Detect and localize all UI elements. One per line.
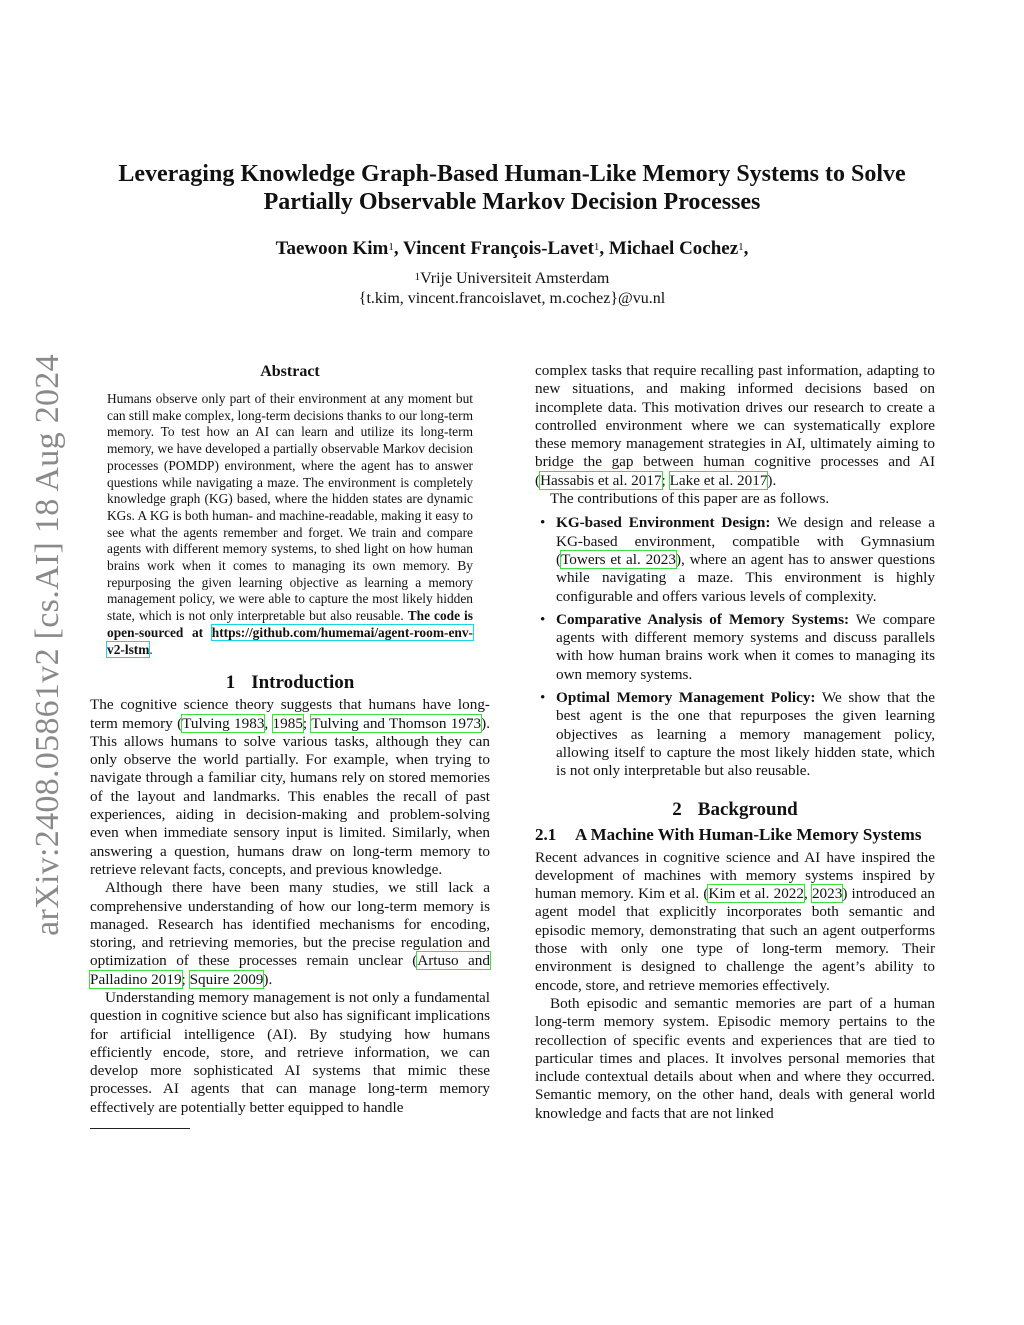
text: We show that the best agent is the one that repurposes the given learning objectives as learning a memory management policy, allowing itself to capture the most likely hidden state, which is not only interpretable but also reusable. — [556, 689, 935, 780]
text: , — [264, 714, 273, 732]
citation-hassabis-2017[interactable]: Hassabis et al. 2017 — [540, 471, 662, 489]
text: ; — [661, 471, 670, 489]
author-list: Taewoon Kim$^1$, Vincent François-Lavet$^1$, Michael Cochez$^1$, — [275, 238, 749, 259]
text: ; — [302, 714, 312, 732]
text: ), where an agent has to answer questions while navigating a maze. This environment is highly configurable and offers various levels of complexity. — [556, 550, 935, 605]
citation-lake-2017[interactable]: Lake et al. 2017 — [669, 471, 768, 489]
paper-title — [100, 160, 924, 216]
citation-tulving-thomson-1973[interactable]: Tulving and Thomson 1973 — [311, 714, 482, 732]
text: Although there have been many studies, we still lack a comprehensive understanding of how our long-term memory is managed. Research has identified mechanisms for encoding, storing, and retrieving memories, but the precise regulation and optimization of these processes remain unclear ( — [90, 879, 490, 970]
affiliation — [100, 269, 924, 289]
code-repository-link[interactable]: https://github.com/humemai/agent-room-env-v2-lstm — [107, 624, 473, 657]
title-line-2: Partially Observable Markov Decision Processes — [263, 189, 761, 215]
citation-artuso-palladino-2019[interactable]: Artuso and Palladino 2019 — [90, 952, 490, 988]
right-column — [535, 362, 935, 1123]
text: , — [803, 885, 812, 903]
author-1-affil-mark: 1 — [388, 241, 394, 253]
abstract-period: . — [149, 641, 153, 657]
author-2-affil-mark: 1 — [593, 241, 600, 253]
intro-paragraph-1 — [90, 696, 490, 879]
subsection-title: A Machine With Human-Like Memory Systems — [575, 824, 922, 844]
subsection-heading — [535, 825, 935, 845]
citation-kim-2022[interactable]: Kim et al. 2022 — [708, 885, 804, 903]
title-line-1: Leveraging Knowledge Graph-Based Human-Like Memory Systems to Solve — [118, 161, 906, 187]
left-column — [90, 362, 490, 1129]
text: ; — [181, 970, 190, 988]
contribution-item — [535, 514, 935, 605]
citation-tulving-1983[interactable]: Tulving 1983 — [182, 714, 265, 732]
text: We compare agents with different memory systems and discuss parallels with how human brains work when it comes to managing its own memory systems. — [556, 610, 935, 683]
affiliation-mark: 1 — [414, 271, 421, 283]
contribution-item — [535, 689, 935, 780]
intro-paragraph-2 — [90, 879, 490, 989]
text: complex tasks that require recalling past information, adapting to new situations, and making informed decisions based on incomplete data. This motivation drives our research to create a controlled environment where we can systematically explore these memory management strategies in AI, ultimately aiming to bridge the gap between human cognitive processes and AI ( — [535, 362, 935, 489]
arxiv-identifier: arXiv:2408.05861v2 [cs.AI] 18 Aug 2024 — [29, 354, 66, 936]
text: ). — [263, 970, 273, 988]
author-2: Vincent François-Lavet — [403, 238, 594, 259]
contribution-label: KG-based Environment Design: — [556, 514, 771, 532]
abstract-heading: Abstract — [260, 363, 320, 380]
text: ) introduced an agent model that explicitly incorporates both semantic and episodic memory, demonstrating that such an agent outperforms those with only one type of long-term memory. Their environment is designed to challenge the agent’s ability to encode, store, and retrieve memories effectively. — [535, 885, 936, 994]
affiliation-name: Vrije Universiteit Amsterdam — [420, 270, 610, 287]
section-title: Background — [697, 798, 798, 820]
text: ). This allows humans to solve various tasks, although they can only observe the world partially. For example, when trying to navigate through a familiar city, humans rely on stored memories of the layout and landmarks. This enables the recall of past experiences, aiding in decision-making and problem-solving even when immediate sensory input is limited. Similarly, when answering a question, humans draw on long-term memory to retrieve relevant facts, concepts, and previous knowledge. — [90, 714, 490, 878]
text: Recent advances in cognitive science and AI have inspired the development of machines with memory systems inspired by human memory. Kim et al. ( — [535, 848, 935, 903]
section-number: 2 — [672, 798, 682, 820]
author-emails: {t.kim, vincent.francoislavet, m.cochez}@vu.nl — [358, 290, 666, 307]
contribution-label: Comparative Analysis of Memory Systems: — [556, 610, 850, 628]
text: The cognitive science theory suggests that humans have long-term memory ( — [90, 696, 490, 732]
author-3: Michael Cochez — [608, 238, 739, 259]
citation-towers-2023[interactable]: Towers et al. 2023 — [561, 550, 676, 568]
background-heading — [535, 799, 935, 821]
contribution-item — [535, 611, 935, 684]
intro-paragraph-3-continued — [535, 362, 935, 490]
citation-squire-2009[interactable]: Squire 2009 — [189, 970, 264, 988]
citation-kim-2023[interactable]: 2023 — [811, 885, 843, 903]
footnote-rule — [90, 1128, 190, 1129]
text: We design and release a KG-based environment, compatible with Gymnasium ( — [556, 514, 935, 568]
citation-tulving-1985[interactable]: 1985 — [272, 714, 303, 732]
subsection-number: 2.1 — [535, 824, 557, 844]
background-paragraph-2: Both episodic and semantic memories are part of a human long-term memory system. Episodic memory pertains to the recollection of specific events and experiences that are tied to particular times and places. It involves personal memories that include contextual details about when and where they occurred. Semantic memory, on the other hand, deals with general world knowledge and facts that are not linked — [535, 994, 935, 1122]
author-3-affil-mark: 1 — [738, 241, 744, 253]
section-number: 1 — [225, 672, 236, 694]
background-paragraph-1 — [535, 849, 935, 995]
text: ). — [767, 471, 777, 489]
code-statement: The code is open-sourced at — [107, 608, 473, 640]
abstract-text: Humans observe only part of their environment at any moment but can still make complex, long-term decisions thanks to our long-term memory. To test how an AI can learn and utilize its long-term memory, we have developed a partially observable Markov decision processes (POMDP) environment, where the agent has to answer questions while navigating a maze. The environment is completely knowledge graph (KG) based, where the hidden states are dynamic KGs. A KG is both human- and machine-readable, making it easy to see what the agents remember and forget. We train and compare agents with different memory systems, to shed light on how human brains work when it comes to managing its own memory. By repurposing the given learning objective as learning a memory management policy, we were able to capture the most likely hidden state, which is not only interpretable but also reusable. — [107, 391, 473, 624]
contribution-label: Optimal Memory Management Policy: — [556, 689, 816, 707]
intro-paragraph-3: Understanding memory management is not only a fundamental question in cognitive science but also has significant implications for artificial intelligence (AI). By studying how humans efficiently encode, store, and retrieve information, we can develop more sophisticated AI systems that mimic these processes. AI agents that can manage long-term memory effectively are potentially better equipped to handle — [90, 989, 490, 1116]
section-title: Introduction — [251, 672, 355, 694]
author-1: Taewoon Kim — [275, 238, 389, 259]
abstract-body — [107, 391, 473, 658]
contributions-intro: The contributions of this paper are as follows. — [550, 490, 830, 508]
introduction-heading — [90, 672, 490, 694]
contributions-list — [535, 514, 935, 780]
